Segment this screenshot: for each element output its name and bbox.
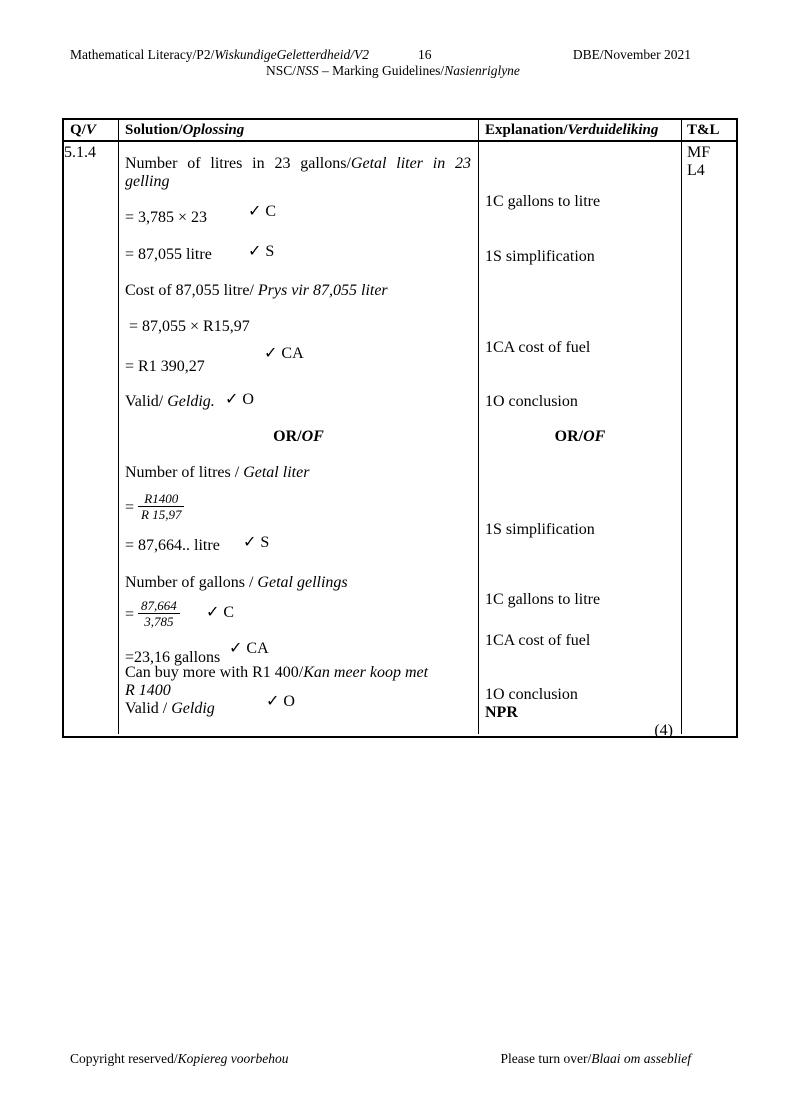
explanation-npr: NPR bbox=[485, 704, 518, 721]
solution-conclusion-valid: Valid/ Geldig. ✓ O bbox=[125, 391, 254, 410]
question-number-cell bbox=[64, 142, 119, 734]
marks-total: (4) bbox=[654, 722, 673, 739]
check-mark-o: ✓ O bbox=[225, 391, 254, 408]
fraction-litres-over-rate: $\frac{87,664}{3,785}$ bbox=[138, 598, 180, 629]
header-subtitle-nsc: NSC/ bbox=[266, 63, 297, 78]
solution-conclusion-buy-more-line2: R 1400 bbox=[125, 682, 171, 699]
solution-calc-litres-alt-result: = 87,664.. litre ✓ S bbox=[125, 534, 270, 554]
solution-conclusion-valid-alt: Valid / Geldig ✓ O bbox=[125, 693, 295, 717]
explanation-or-divider: OR/OF bbox=[554, 428, 606, 445]
explanation-1ca-cost-alt: 1CA cost of fuel bbox=[485, 632, 591, 649]
explanation-1o-conclusion: 1O conclusion bbox=[485, 393, 578, 410]
header-subtitle bbox=[0, 63, 786, 79]
footer-turn-over: Please turn over/Blaai om asseblief bbox=[500, 1051, 691, 1066]
solution-calc-gallons-result: =23,16 gallons ✓ CA bbox=[125, 640, 269, 666]
taxonomy-l4: L4 bbox=[687, 162, 705, 179]
header-subtitle-nss: NSS bbox=[296, 63, 319, 78]
page-number: 16 bbox=[418, 47, 432, 62]
check-mark-o2: ✓ O bbox=[266, 693, 295, 710]
header-subtitle-nasienriglyne: Nasienriglyne bbox=[444, 63, 520, 78]
solution-calc-gallons-to-litre: = 3,785 × 23 ✓ C bbox=[125, 203, 277, 226]
explanation-1ca-cost: 1CA cost of fuel bbox=[485, 339, 591, 356]
header-document-title bbox=[70, 47, 369, 63]
explanation-1s-simplification-alt: 1S simplification bbox=[485, 521, 595, 538]
header-subtitle-guidelines: – Marking Guidelines/ bbox=[318, 63, 445, 78]
solution-statement-litres-line2: gelling bbox=[125, 173, 170, 190]
solution-statement-gallons: Number of gallons / Getal gellings bbox=[125, 574, 348, 591]
explanation-1o-conclusion-alt: 1O conclusion bbox=[485, 686, 578, 703]
header-exam-session: DBE/November 2021 bbox=[572, 47, 691, 62]
solution-calc-cost: = 87,055 × R15,97 bbox=[129, 318, 250, 335]
taxonomy-mf: MF bbox=[687, 144, 711, 161]
solution-statement-litres-alt: Number of litres / Getal liter bbox=[125, 464, 310, 481]
column-header-solution: Solution/Oplossing bbox=[119, 120, 479, 140]
explanation-1c-gallons: 1C gallons to litre bbox=[485, 193, 601, 210]
fraction-r1400-over-price: $\frac{R1400}{R 15,97}$ bbox=[138, 491, 184, 522]
check-mark-s2: ✓ S bbox=[243, 534, 270, 551]
header-title-english: Mathematical Literacy/P2/ bbox=[70, 47, 215, 62]
explanation-1s-simplification: 1S simplification bbox=[485, 248, 595, 265]
solution-calc-litres-result: = 87,055 litre ✓ S bbox=[125, 243, 275, 263]
question-number: 5.1.4 bbox=[64, 144, 96, 161]
explanation-1c-gallons-alt: 1C gallons to litre bbox=[485, 591, 601, 608]
header-title-afrikaans: WiskundigeGeletterdheid/V2 bbox=[214, 47, 370, 62]
solution-cell bbox=[119, 142, 479, 734]
solution-calc-cost-result: = R1 390,27 bbox=[125, 358, 205, 375]
column-header-explanation: Explanation/Verduideliking bbox=[479, 120, 682, 140]
column-header-qv: Q/V bbox=[64, 120, 119, 140]
explanation-cell bbox=[479, 142, 682, 739]
check-mark-ca: ✓ CA bbox=[264, 345, 304, 362]
taxonomy-cell bbox=[682, 142, 736, 734]
footer-copyright: Copyright reserved/Kopiereg voorbehou bbox=[70, 1051, 289, 1066]
solution-or-divider: OR/OF bbox=[273, 428, 324, 445]
solution-fraction-r1400: = $\frac{R1400}{R 15,97}$ bbox=[125, 493, 184, 524]
solution-fraction-gallons: = $\frac{87,664}{3,785}$ ✓ C bbox=[125, 598, 235, 629]
table-header-row bbox=[64, 120, 736, 142]
marking-table bbox=[62, 118, 738, 738]
check-mark-c2: ✓ C bbox=[206, 604, 235, 621]
table-row-514 bbox=[64, 142, 736, 739]
solution-statement-cost: Cost of 87,055 litre/ Prys vir 87,055 liter bbox=[125, 282, 388, 299]
check-mark-ca2: ✓ CA bbox=[229, 640, 269, 657]
solution-conclusion-buy-more: Can buy more with R1 400/Kan meer koop met bbox=[125, 664, 429, 681]
solution-statement-litres: Number of litres in 23 gallons/Getal liter in 23 bbox=[125, 155, 472, 172]
check-mark-c: ✓ C bbox=[248, 203, 277, 220]
check-mark-s: ✓ S bbox=[248, 243, 275, 260]
column-header-tl: T&L bbox=[687, 122, 720, 138]
